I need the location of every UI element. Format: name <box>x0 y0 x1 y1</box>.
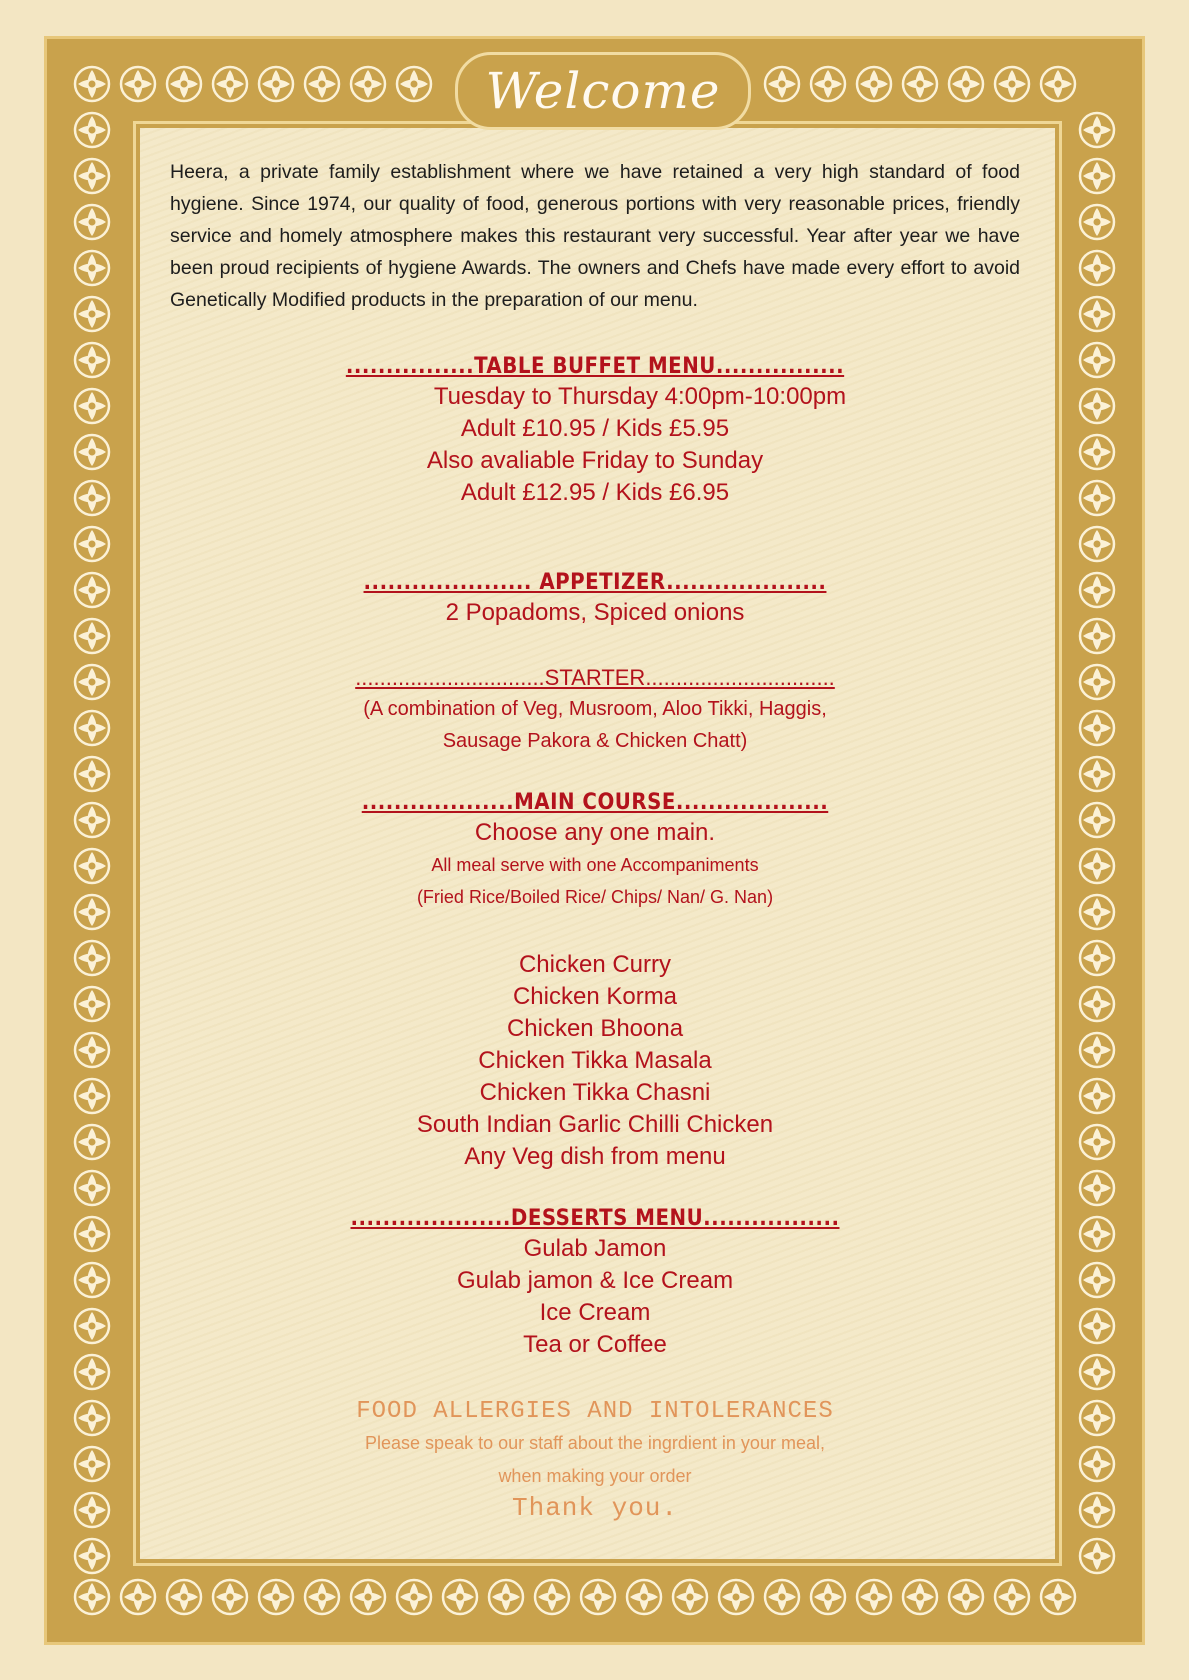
flower-ornament-icon <box>949 67 983 101</box>
flower-ornament-icon <box>167 67 201 101</box>
flower-ornament-icon <box>719 1580 753 1614</box>
flower-ornament-icon <box>535 1580 569 1614</box>
flower-ornament-icon <box>995 1580 1029 1614</box>
flower-ornament-icon <box>1041 67 1075 101</box>
flower-ornament-icon <box>1080 1217 1114 1251</box>
flower-ornament-icon <box>1080 159 1114 193</box>
flower-ornament-icon <box>1080 1539 1114 1573</box>
flower-ornament-icon <box>75 1580 109 1614</box>
starter-line: Sausage Pakora & Chicken Chatt) <box>442 730 748 752</box>
main-course-heading: ...................MAIN COURSE................... <box>361 790 829 815</box>
flower-ornament-icon <box>1080 757 1114 791</box>
dessert-item: Gulab Jamon <box>523 1235 667 1262</box>
flower-ornament-icon <box>75 113 109 147</box>
flower-ornament-icon <box>75 1355 109 1389</box>
buffet-line: Tuesday to Thursday 4:00pm-10:00pm <box>433 383 847 410</box>
main-course-serve: All meal serve with one Accompaniments <box>431 855 759 875</box>
buffet-line: Adult £12.95 / Kids £6.95 <box>460 479 730 506</box>
flower-ornament-icon <box>75 1493 109 1527</box>
buffet-line: Also avaliable Friday to Sunday <box>426 447 764 474</box>
main-course-item: Chicken Bhoona <box>506 1015 684 1042</box>
main-course-item: Chicken Korma <box>512 983 678 1010</box>
flower-ornament-icon <box>75 1217 109 1251</box>
flower-ornament-icon <box>995 67 1029 101</box>
flower-ornament-icon <box>1080 665 1114 699</box>
flower-ornament-icon <box>75 987 109 1021</box>
welcome-title: Welcome <box>485 62 721 120</box>
flower-ornament-icon <box>627 1580 661 1614</box>
flower-ornament-icon <box>259 67 293 101</box>
main-course-choose: Choose any one main. <box>474 819 716 846</box>
flower-ornament-icon <box>121 1580 155 1614</box>
flower-ornament-icon <box>397 1580 431 1614</box>
flower-ornament-icon <box>1080 1079 1114 1113</box>
flower-ornament-icon <box>1080 1033 1114 1067</box>
flower-ornament-icon <box>75 757 109 791</box>
flower-ornament-icon <box>75 297 109 331</box>
flower-ornament-icon <box>811 67 845 101</box>
flower-ornament-icon <box>75 251 109 285</box>
flower-ornament-icon <box>75 619 109 653</box>
desserts-section <box>150 1206 1040 1361</box>
dessert-item: Ice Cream <box>539 1299 651 1326</box>
flower-ornament-icon <box>1080 297 1114 331</box>
flower-ornament-icon <box>1080 113 1114 147</box>
flower-ornament-icon <box>1080 895 1114 929</box>
flower-ornament-icon <box>75 1447 109 1481</box>
flower-ornament-icon <box>1080 1171 1114 1205</box>
main-course-item: South Indian Garlic Chilli Chicken <box>416 1111 774 1138</box>
flower-ornament-icon <box>1080 573 1114 607</box>
flower-ornament-icon <box>1080 1309 1114 1343</box>
flower-ornament-icon <box>213 1580 247 1614</box>
flower-ornament-icon <box>673 1580 707 1614</box>
appetizer-section <box>150 570 1040 629</box>
flower-ornament-icon <box>1080 1355 1114 1389</box>
flower-ornament-icon <box>1080 1263 1114 1297</box>
flower-ornament-icon <box>1080 987 1114 1021</box>
flower-ornament-icon <box>857 67 891 101</box>
flower-ornament-icon <box>75 205 109 239</box>
appetizer-heading: ..................... APPETIZER.................... <box>363 570 827 595</box>
flower-ornament-icon <box>75 1079 109 1113</box>
flower-ornament-icon <box>1080 1401 1114 1435</box>
main-course-item: Chicken Tikka Masala <box>478 1047 712 1074</box>
flower-ornament-icon <box>903 67 937 101</box>
flower-ornament-icon <box>75 849 109 883</box>
flower-ornament-icon <box>75 1171 109 1205</box>
flower-ornament-icon <box>1080 1125 1114 1159</box>
desserts-heading: ....................DESSERTS MENU................. <box>350 1206 840 1231</box>
flower-ornament-icon <box>581 1580 615 1614</box>
dessert-item: Tea or Coffee <box>523 1331 667 1358</box>
flower-ornament-icon <box>1080 803 1114 837</box>
flower-ornament-icon <box>75 711 109 745</box>
flower-ornament-icon <box>1080 711 1114 745</box>
flower-ornament-icon <box>1080 527 1114 561</box>
flower-ornament-icon <box>213 67 247 101</box>
flower-ornament-icon <box>305 67 339 101</box>
flower-ornament-icon <box>1080 1493 1114 1527</box>
main-course-item: Any Veg dish from menu <box>464 1143 726 1170</box>
flower-ornament-icon <box>121 67 155 101</box>
flower-ornament-icon <box>1080 251 1114 285</box>
flower-ornament-icon <box>75 527 109 561</box>
flower-ornament-icon <box>1080 435 1114 469</box>
flower-ornament-icon <box>1041 1580 1075 1614</box>
buffet-details <box>150 381 1040 509</box>
flower-ornament-icon <box>75 1263 109 1297</box>
flower-ornament-icon <box>765 1580 799 1614</box>
flower-ornament-icon <box>1080 941 1114 975</box>
flower-ornament-icon <box>351 67 385 101</box>
flower-ornament-icon <box>305 1580 339 1614</box>
flower-ornament-icon <box>1080 389 1114 423</box>
starter-section <box>150 665 1040 757</box>
allergy-line: when making your order <box>498 1466 692 1486</box>
main-course-accompaniments: (Fried Rice/Boiled Rice/ Chips/ Nan/ G. Nan) <box>416 887 774 907</box>
welcome-banner <box>455 52 751 130</box>
buffet-heading: ................TABLE BUFFET MENU................ <box>345 354 845 379</box>
flower-ornament-icon <box>75 389 109 423</box>
flower-ornament-icon <box>167 1580 201 1614</box>
flower-ornament-icon <box>811 1580 845 1614</box>
main-course-item: Chicken Tikka Chasni <box>479 1079 711 1106</box>
flower-ornament-icon <box>1080 343 1114 377</box>
flower-ornament-icon <box>75 573 109 607</box>
flower-ornament-icon <box>1080 205 1114 239</box>
flower-ornament-icon <box>857 1580 891 1614</box>
flower-ornament-icon <box>1080 1447 1114 1481</box>
flower-ornament-icon <box>75 1401 109 1435</box>
buffet-section <box>150 354 1040 379</box>
flower-ornament-icon <box>351 1580 385 1614</box>
starter-heading: ...............................STARTER............................... <box>355 665 835 690</box>
flower-ornament-icon <box>75 1125 109 1159</box>
flower-ornament-icon <box>75 941 109 975</box>
main-course-section <box>150 790 1040 913</box>
flower-ornament-icon <box>75 67 109 101</box>
appetizer-line: 2 Popadoms, Spiced onions <box>445 599 745 626</box>
flower-ornament-icon <box>1080 481 1114 515</box>
flower-ornament-icon <box>75 159 109 193</box>
main-course-items <box>150 949 1040 1173</box>
flower-ornament-icon <box>75 895 109 929</box>
flower-ornament-icon <box>903 1580 937 1614</box>
flower-ornament-icon <box>765 67 799 101</box>
flower-ornament-icon <box>75 435 109 469</box>
flower-ornament-icon <box>443 1580 477 1614</box>
allergy-title: FOOD ALLERGIES AND INTOLERANCES <box>356 1398 834 1425</box>
flower-ornament-icon <box>75 665 109 699</box>
flower-ornament-icon <box>1080 849 1114 883</box>
allergy-section <box>150 1398 1040 1523</box>
flower-ornament-icon <box>949 1580 983 1614</box>
flower-ornament-icon <box>75 481 109 515</box>
flower-ornament-icon <box>75 1539 109 1573</box>
main-course-item: Chicken Curry <box>518 951 672 978</box>
flower-ornament-icon <box>1080 619 1114 653</box>
starter-line: (A combination of Veg, Musroom, Aloo Tikki, Haggis, <box>363 698 827 720</box>
intro-paragraph: Heera, a private family establishment where we have retained a very high standard of food hygiene. Since 1974, our quality of food, generous portions with very reasonable prices, friendly service and homely atmosphere makes this restaurant very successful. Year after year we have been proud recipients of hygiene Awards. The owners and Chefs have made every effort to avoid Genetically Modified products in the preparation of our menu. <box>170 161 1020 311</box>
buffet-line: Adult £10.95 / Kids £5.95 <box>460 415 730 442</box>
flower-ornament-icon <box>75 1309 109 1343</box>
dessert-item: Gulab jamon & Ice Cream <box>456 1267 734 1294</box>
flower-ornament-icon <box>489 1580 523 1614</box>
thank-you: Thank you. <box>511 1493 679 1523</box>
flower-ornament-icon <box>397 67 431 101</box>
flower-ornament-icon <box>75 803 109 837</box>
flower-ornament-icon <box>75 1033 109 1067</box>
flower-ornament-icon <box>259 1580 293 1614</box>
flower-ornament-icon <box>75 343 109 377</box>
allergy-line: Please speak to our staff about the ingrdient in your meal, <box>365 1433 825 1453</box>
